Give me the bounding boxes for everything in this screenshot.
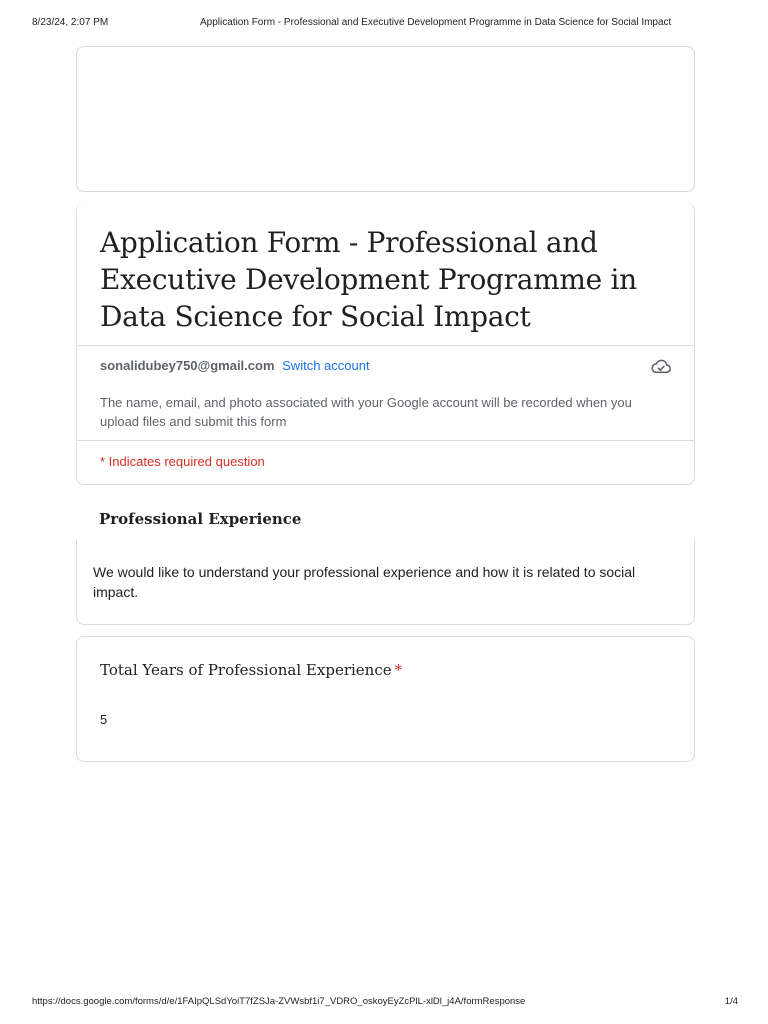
- note-divider: [77, 440, 694, 441]
- question-label-text: Total Years of Professional Experience: [100, 661, 392, 679]
- section-title: Professional Experience: [99, 510, 302, 528]
- account-privacy-note: The name, email, and photo associated with your Google account will be recorded when you upload files and submit this form: [100, 395, 632, 429]
- cloud-check-icon: [650, 357, 672, 375]
- switch-account-link[interactable]: Switch account: [282, 358, 370, 373]
- question-card: [76, 636, 695, 762]
- section-description-card: [76, 540, 695, 625]
- form-title: Application Form - Professional and Executive Development Programme in Data Science for Social Impact: [100, 226, 637, 333]
- question-answer[interactable]: 5: [100, 712, 108, 727]
- print-timestamp: 8/23/24, 2:07 PM: [32, 17, 109, 28]
- print-document-title: Application Form - Professional and Executive Development Programme in Data Science for Social Impact: [200, 17, 672, 28]
- required-question-note: * Indicates required question: [100, 454, 265, 469]
- print-footer: [0, 996, 768, 1010]
- title-divider: [77, 345, 694, 346]
- print-header: [0, 17, 768, 31]
- form-title-card: [76, 203, 695, 485]
- print-page-number: 1/4: [724, 996, 738, 1007]
- question-label: [100, 661, 402, 679]
- account-email: sonalidubey750@gmail.com: [100, 358, 275, 373]
- header-banner: [76, 46, 695, 192]
- print-url: https://docs.google.com/forms/d/e/1FAIpQLSdYoiT7fZSJa-ZVWsbf1i7_VDRO_oskoyEyZcPlL-xlDl_j4A/formResponse: [32, 996, 526, 1007]
- section-description: We would like to understand your professional experience and how it is related to social impact.: [93, 564, 636, 600]
- account-row: [100, 358, 370, 373]
- required-asterisk: *: [394, 661, 403, 679]
